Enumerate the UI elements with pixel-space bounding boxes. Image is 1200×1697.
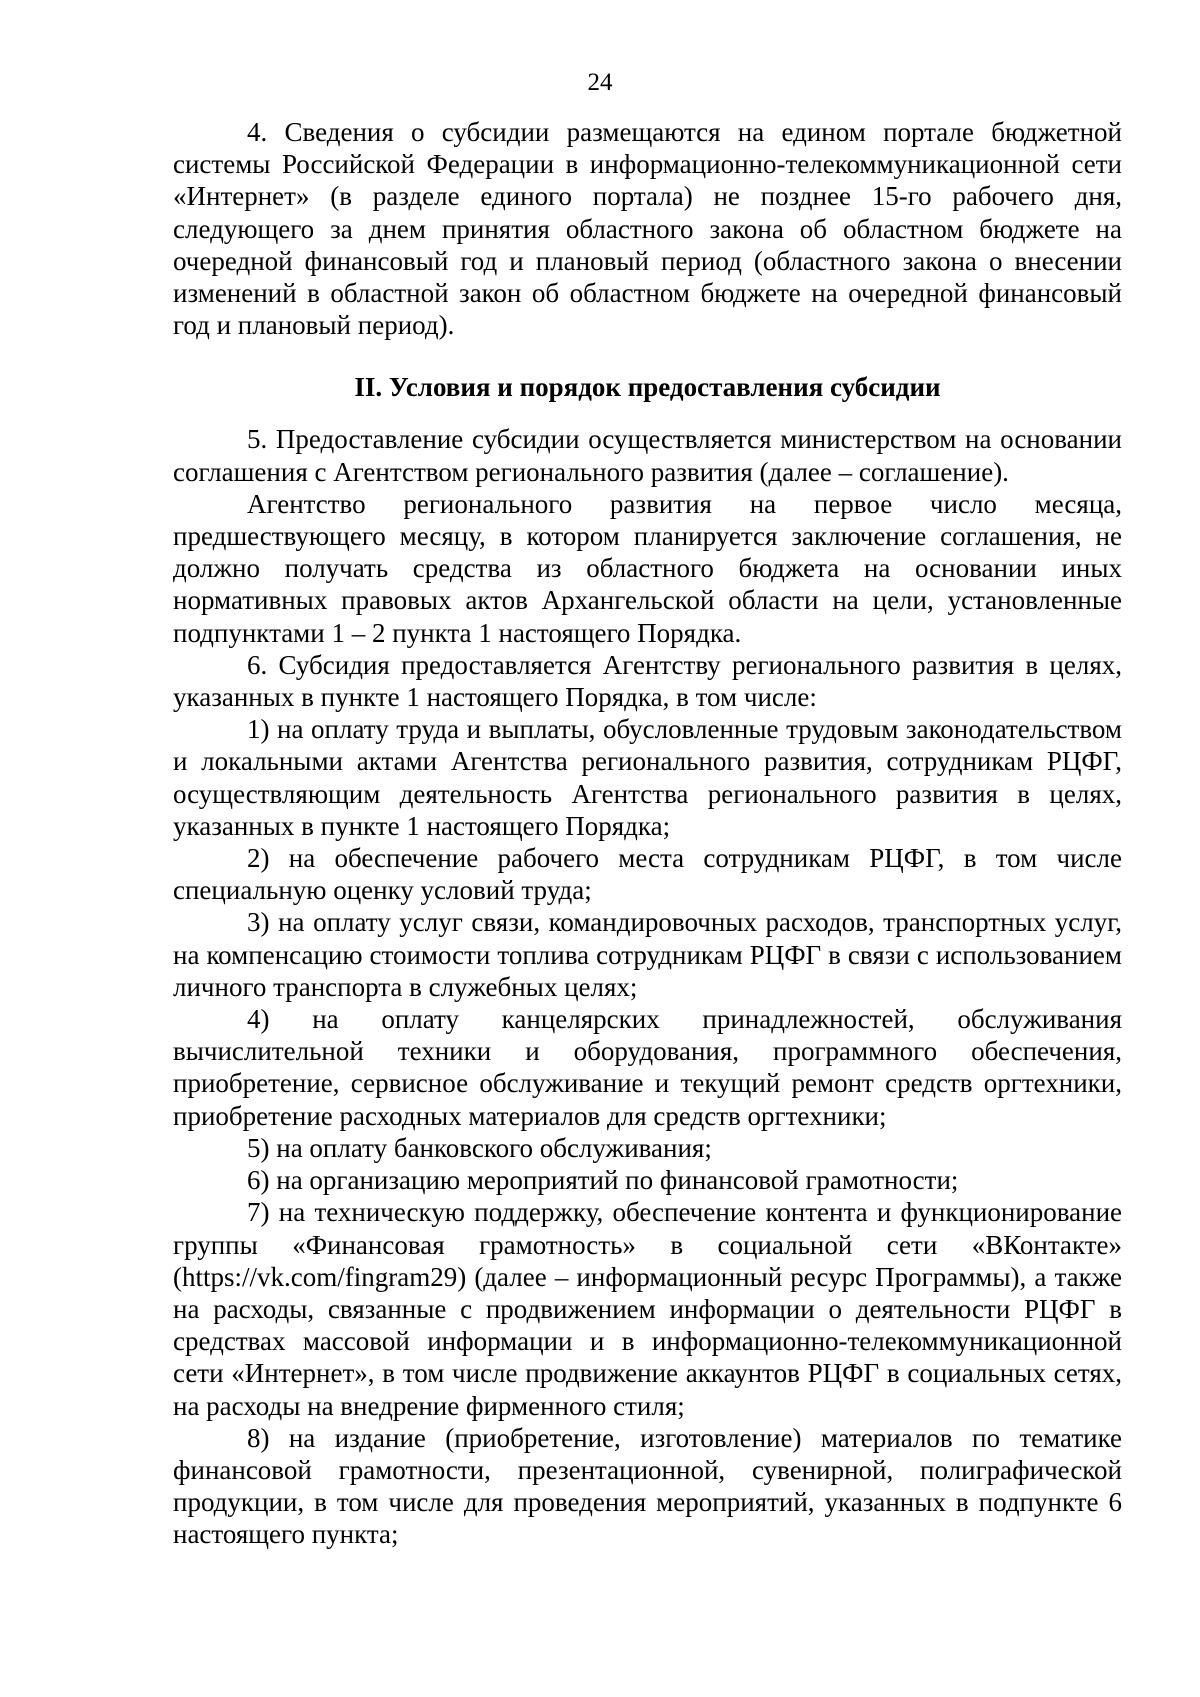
list-item-6: 6) на организацию мероприятий по финансовой грамотности; bbox=[247, 1165, 959, 1196]
page-number: 24 bbox=[587, 69, 613, 96]
list-item-3: 3) на оплату услуг связи, командировочных расходов, транспортных услуг, на компенсацию стоимости топлива сотрудникам РЦФГ в связи с использованием личного транспорта в служебных целях; bbox=[173, 907, 1122, 1002]
list-item-5: 5) на оплату банковского обслуживания; bbox=[247, 1132, 712, 1163]
list-item-1: 1) на оплату труда и выплаты, обусловленные трудовым законодательством и локальными актами Агентства регионального развития, сотрудникам РЦФГ, осуществляющим деятельность Агентства регионального развития в целях, указанных в пункте 1 настоящего Порядка; bbox=[173, 714, 1122, 841]
list-item-4: 4) на оплату канцелярских принадлежностей, обслуживания вычислительной техники и оборудования, программного обеспечения, приобретение, сервисное обслуживание и текущий ремонт средств оргтехники, приобретение расходных материалов для средств оргтехники; bbox=[173, 1004, 1122, 1131]
section-heading: II. Условия и порядок предоставления субсидии bbox=[354, 372, 941, 403]
document-body bbox=[173, 116, 1122, 1551]
paragraph-4: 4. Сведения о субсидии размещаются на едином портале бюджетной системы Российской Федерации в информационно-телекоммуникационной сети «Интернет» (в разделе единого портала) не позднее 15-го рабочего дня, следующего за днем принятия областного закона об областном бюджете на очередной финансовый год и плановый период (областного закона о внесении изменений в областной закон об областном бюджете на очередной финансовый год и плановый период). bbox=[173, 117, 1122, 341]
list-item-2: 2) на обеспечение рабочего места сотрудникам РЦФГ, в том числе специальную оценку условий труда; bbox=[173, 843, 1122, 906]
list-item-7: 7) на техническую поддержку, обеспечение контента и функционирование группы «Финансовая грамотность» в социальной сети «ВКонтакте» (https://vk.com/fingram29) (далее – информационный ресурс Программы), а также на расходы, связанные с продвижением информации о деятельности РЦФГ в средствах массовой информации и в информационно-телекоммуникационной сети «Интернет», в том числе продвижение аккаунтов РЦФГ в социальных сетях, на расходы на внедрение фирменного стиля; bbox=[173, 1197, 1122, 1421]
list-item-8: 8) на издание (приобретение, изготовление) материалов по тематике финансовой грамотности, презентационной, сувенирной, полиграфической продукции, в том числе для проведения мероприятий, указанных в подпункте 6 настоящего пункта; bbox=[173, 1422, 1122, 1550]
paragraph-5-continuation: Агентство регионального развития на первое число месяца, предшествующего месяцу, в котором планируется заключение соглашения, не должно получать средства из областного бюджета на основании иных нормативных правовых актов Архангельской области на цели, установленные подпунктами 1 – 2 пункта 1 настоящего Порядка. bbox=[173, 488, 1122, 648]
paragraph-5: 5. Предоставление субсидии осуществляется министерством на основании соглашения с Агентством регионального развития (далее – соглашение). bbox=[173, 424, 1122, 487]
paragraph-6: 6. Субсидия предоставляется Агентству регионального развития в целях, указанных в пункте 1 настоящего Порядка, в том числе: bbox=[173, 649, 1122, 713]
